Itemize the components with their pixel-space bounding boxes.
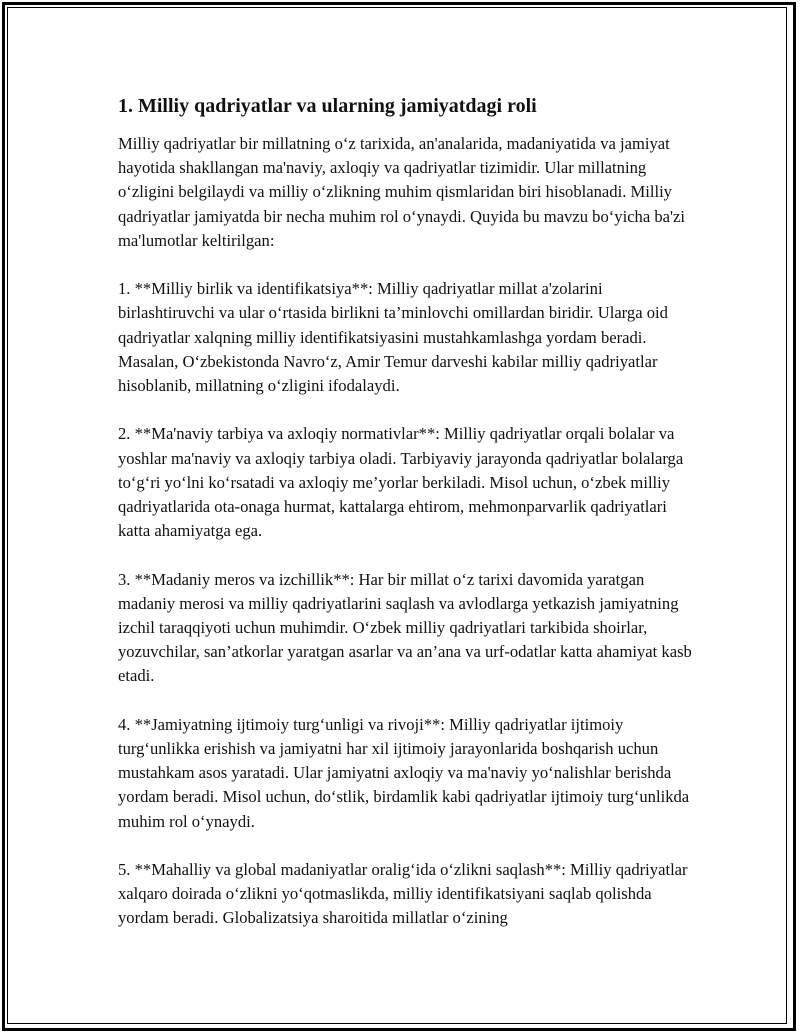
list-item-madaniy-meros: 3. **Madaniy meros va izchillik**: Har bir millat o‘z tarixi davomida yaratgan madaniy merosi va milliy qadriyatlarini saqlash va avlodlarga yetkazish jamiyatning izchil taraqqiyoti uchun muhimdir. O‘zbek milliy qadriyatlari tarkibida shoirlar, yozuvchilar, san’atkorlar yaratgan asarlar va an’ana va urf-odatlar katta ahamiyat kasb etadi. [118, 569, 692, 686]
section-heading: 1. Milliy qadriyatlar va ularning jamiyatdagi roli [118, 95, 537, 117]
list-item-mahalliy-global: 5. **Mahalliy va global madaniyatlar oralig‘ida o‘zlikni saqlash**: Milliy qadriyatlar xalqaro doirada o‘zlikni yo‘qotmaslikda, milliy identifikatsiyani saqlab qolishda yordam beradi. Globalizatsiya sharoitida millatlar o‘zining [118, 860, 688, 928]
document-body [118, 92, 693, 955]
list-item-milliy-birlik: 1. **Milliy birlik va identifikatsiya**: Milliy qadriyatlar millat a'zolarini birlashtiruvchi va ular o‘rtasida birlikni ta’minlovchi omillardan biridir. Ularga oid qadriyatlar xalqning milliy identifikatsiyasini mustahkamlashga yordam beradi. Masalan, O‘zbekistonda Navro‘z, Amir Temur darveshi kabilar milliy qadriyatlar hisoblanib, millatning o‘zligini ifodalaydi. [118, 279, 668, 396]
list-item-ijtimoiy-turgunlik: 4. **Jamiyatning ijtimoiy turg‘unligi va rivoji**: Milliy qadriyatlar ijtimoiy turg‘unlikka erishish va jamiyatni har xil ijtimoiy jarayonlarida boshqarish uchun mustahkam asos yaratadi. Ular jamiyatni axloqiy va ma'naviy yo‘nalishlar berishda yordam beradi. Misol uchun, do‘stlik, birdamlik kabi qadriyatlar ijtimoiy turg‘unlikda muhim rol o‘ynaydi. [118, 714, 690, 831]
list-item-manaviy-tarbiya: 2. **Ma'naviy tarbiya va axloqiy normativlar**: Milliy qadriyatlar orqali bolalar va yoshlar ma'naviy va axloqiy tarbiya oladi. Tarbiyaviy jarayonda qadriyatlar bolalarga to‘g‘ri yo‘lni ko‘rsatadi va axloqiy me’yorlar berkiladi. Misol uchun, o‘zbek milliy qadriyatlarida ota-onaga hurmat, kattalarga ehtirom, mehmonparvarlik qadriyatlari katta ahamiyatga ega. [118, 424, 684, 541]
intro-paragraph: Milliy qadriyatlar bir millatning o‘z tarixida, an'analarida, madaniyatida va jamiyat hayotida shakllangan ma'naviy, axloqiy va qadriyatlar tizimidir. Ular millatning o‘zligini belgilaydi va milliy o‘zlikning muhim qismlaridan biri hisoblanadi. Milliy qadriyatlar jamiyatda bir necha muhim rol o‘ynaydi. Quyida bu mavzu bo‘yicha ba'zi ma'lumotlar keltirilgan: [118, 134, 685, 250]
